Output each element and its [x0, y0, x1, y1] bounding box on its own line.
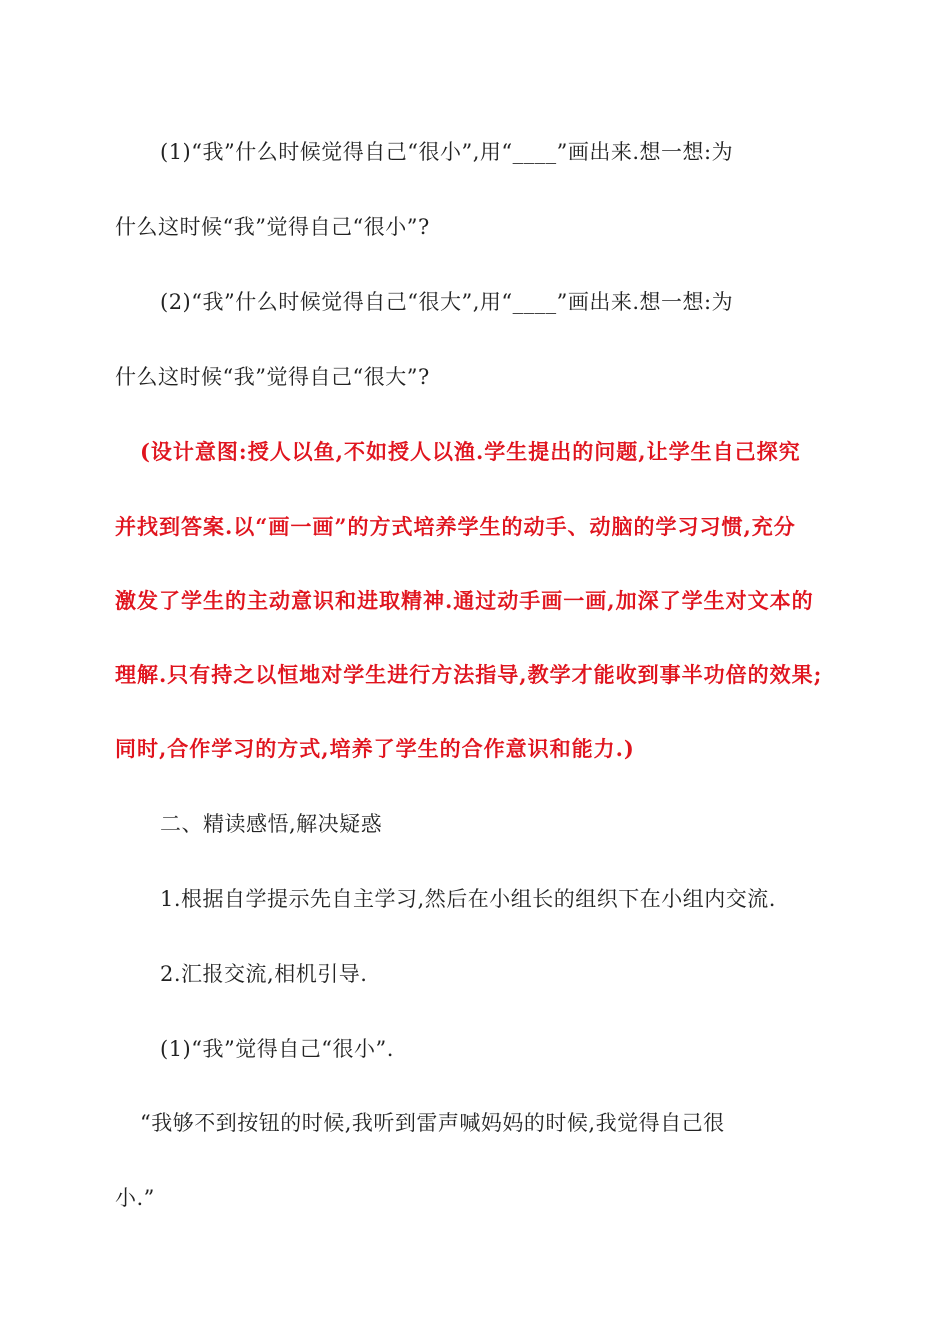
- step-1: 1.根据自学提示先自主学习,然后在小组长的组织下在小组内交流.: [160, 887, 776, 911]
- design-intent-line-5: 同时,合作学习的方式,培养了学生的合作意识和能力.): [115, 736, 635, 761]
- sub-point-1: (1)“我”觉得自己“很小”.: [160, 1037, 394, 1061]
- section-heading: 二、精读感悟,解决疑惑: [160, 812, 383, 836]
- question-1-line-2: 什么这时候“我”觉得自己“很小”?: [115, 215, 430, 239]
- design-intent-line-1: (设计意图:授人以鱼,不如授人以渔.学生提出的问题,让学生自己探究: [140, 439, 801, 464]
- quote-line-1: “我够不到按钮的时候,我听到雷声喊妈妈的时候,我觉得自己很: [140, 1111, 725, 1135]
- step-2: 2.汇报交流,相机引导.: [160, 962, 368, 986]
- design-intent-line-3: 激发了学生的主动意识和进取精神.通过动手画一画,加深了学生对文本的: [115, 588, 814, 613]
- design-intent-line-4: 理解.只有持之以恒地对学生进行方法指导,教学才能收到事半功倍的效果;: [115, 662, 823, 687]
- question-1-line-1: (1)“我”什么时候觉得自己“很小”,用“____”画出来.想一想:为: [160, 140, 734, 164]
- design-intent-line-2: 并找到答案.以“画一画”的方式培养学生的动手、动脑的学习习惯,充分: [115, 514, 796, 539]
- question-2-line-2: 什么这时候“我”觉得自己“很大”?: [115, 365, 430, 389]
- quote-line-2: 小.”: [115, 1186, 155, 1210]
- question-2-line-1: (2)“我”什么时候觉得自己“很大”,用“____”画出来.想一想:为: [160, 290, 734, 314]
